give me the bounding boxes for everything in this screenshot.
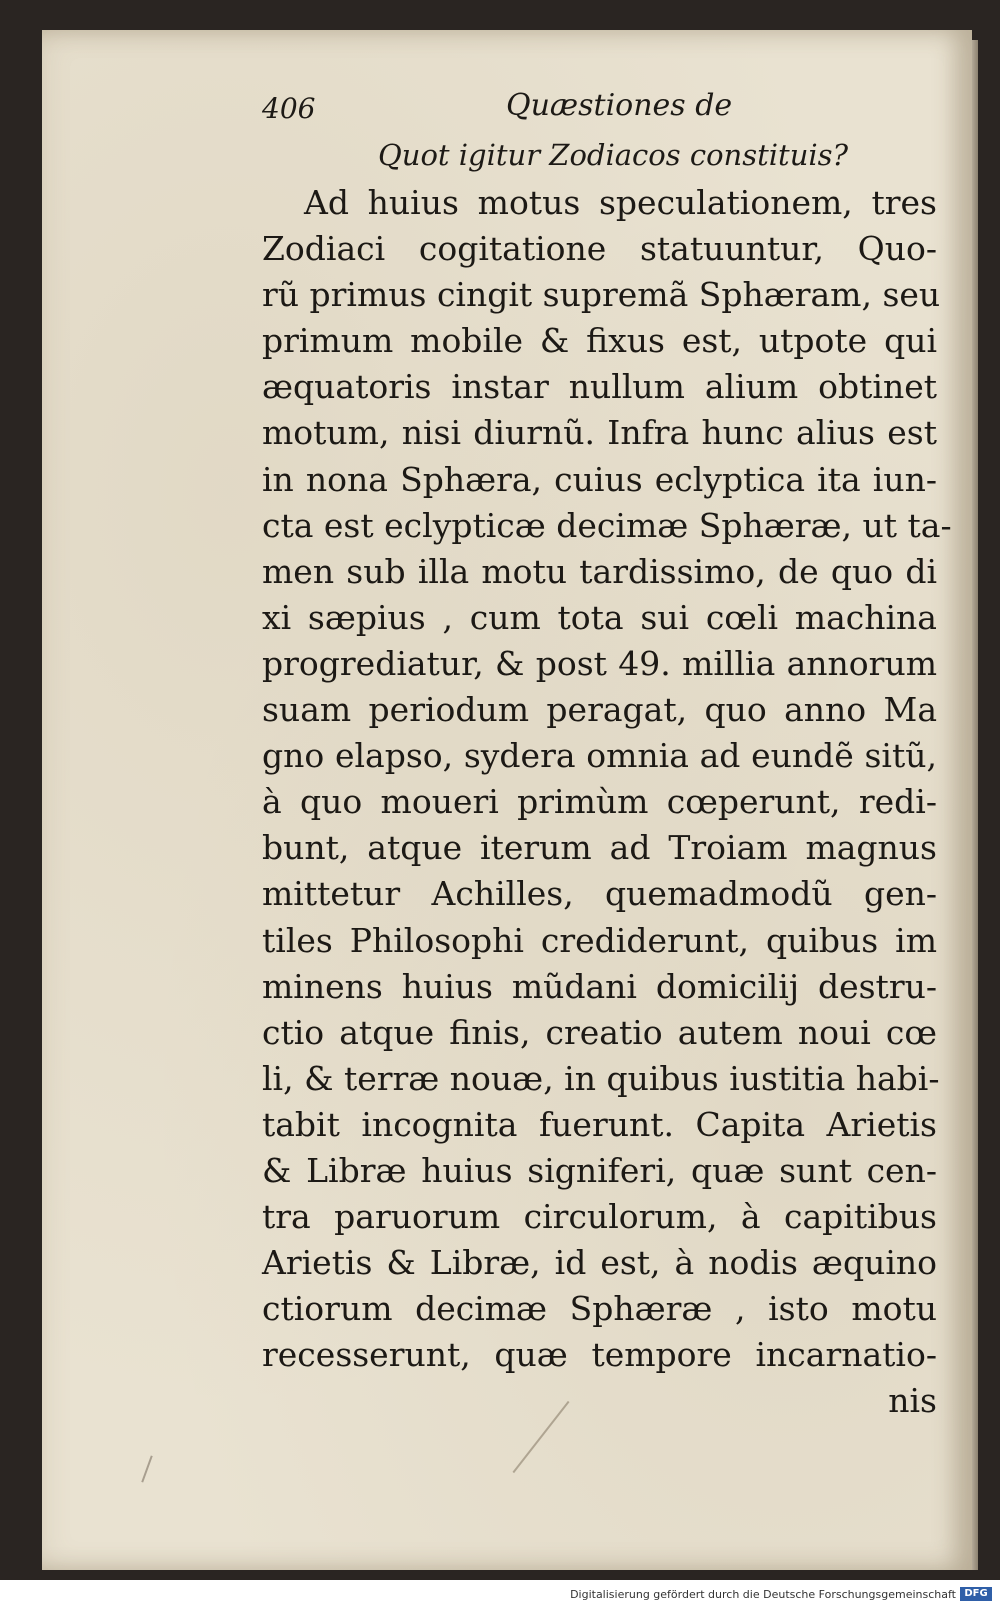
- question-heading: Quot igitur Zodiacos constituis?: [378, 138, 849, 172]
- text-line: Ad huius motus speculationem, tres: [304, 183, 937, 222]
- dfg-logo: DFG: [960, 1587, 992, 1601]
- text-line: minens huius mũdani domicilij destru-: [262, 966, 937, 1006]
- text-line: ctio atque finis, creatio autem noui cœ: [262, 1012, 937, 1052]
- text-line: motum, nisi diurnũ. Infra hunc alius est: [262, 413, 937, 453]
- text-line: tiles Philosophi crediderunt, quibus im: [262, 920, 937, 960]
- text-line: primum mobile & fixus est, utpote qui: [262, 321, 937, 361]
- text-line: progrediatur, & post 49. millia annorum: [262, 643, 937, 683]
- text-line: rũ primus cingit supremã Sphæram, seu: [262, 275, 941, 315]
- text-line: & Libræ huius signiferi, quæ sunt cen-: [262, 1150, 937, 1190]
- text-line: suam periodum peragat, quo anno Ma: [262, 690, 937, 730]
- text-line: bunt, atque iterum ad Troiam magnus: [262, 828, 937, 868]
- text-line: cta est eclypticæ decimæ Sphæræ, ut ta-: [262, 505, 952, 545]
- text-line: men sub illa motu tardissimo, de quo di: [262, 551, 937, 591]
- body-text: [262, 180, 952, 1425]
- text-line: li, & terræ nouæ, in quibus iustitia habi-: [262, 1058, 940, 1098]
- text-line: xi sæpius , cum tota sui cœli machina: [262, 597, 937, 637]
- page-number: 406: [262, 92, 316, 125]
- text-line: gno elapso, sydera omnia ad eundẽ sitũ,: [262, 736, 937, 776]
- text-line: tra paruorum circulorum, à capitibus: [262, 1197, 937, 1237]
- text-line: à quo moueri primùm cœperunt, redi-: [262, 782, 937, 822]
- text-line: recesserunt, quæ tempore incarnatio-: [262, 1335, 937, 1375]
- text-line: æquatoris instar nullum alium obtinet: [262, 367, 937, 407]
- catchword: nis: [888, 1381, 937, 1421]
- text-line: tabit incognita fuerunt. Capita Arietis: [262, 1104, 937, 1144]
- text-line: Zodiaci cogitatione statuuntur, Quo-: [262, 229, 937, 269]
- running-head: Quæstiones de: [506, 88, 733, 123]
- digitization-credit: Digitalisierung gefördert durch die Deutsche Forschungsgemeinschaft: [570, 1588, 956, 1601]
- text-line: mittetur Achilles, quemadmodũ gen-: [262, 874, 937, 914]
- text-line: ctiorum decimæ Sphæræ , isto motu: [262, 1289, 937, 1329]
- text-line: in nona Sphæra, cuius eclyptica ita iun-: [262, 459, 937, 499]
- text-line: Arietis & Libræ, id est, à nodis æquino: [262, 1243, 937, 1283]
